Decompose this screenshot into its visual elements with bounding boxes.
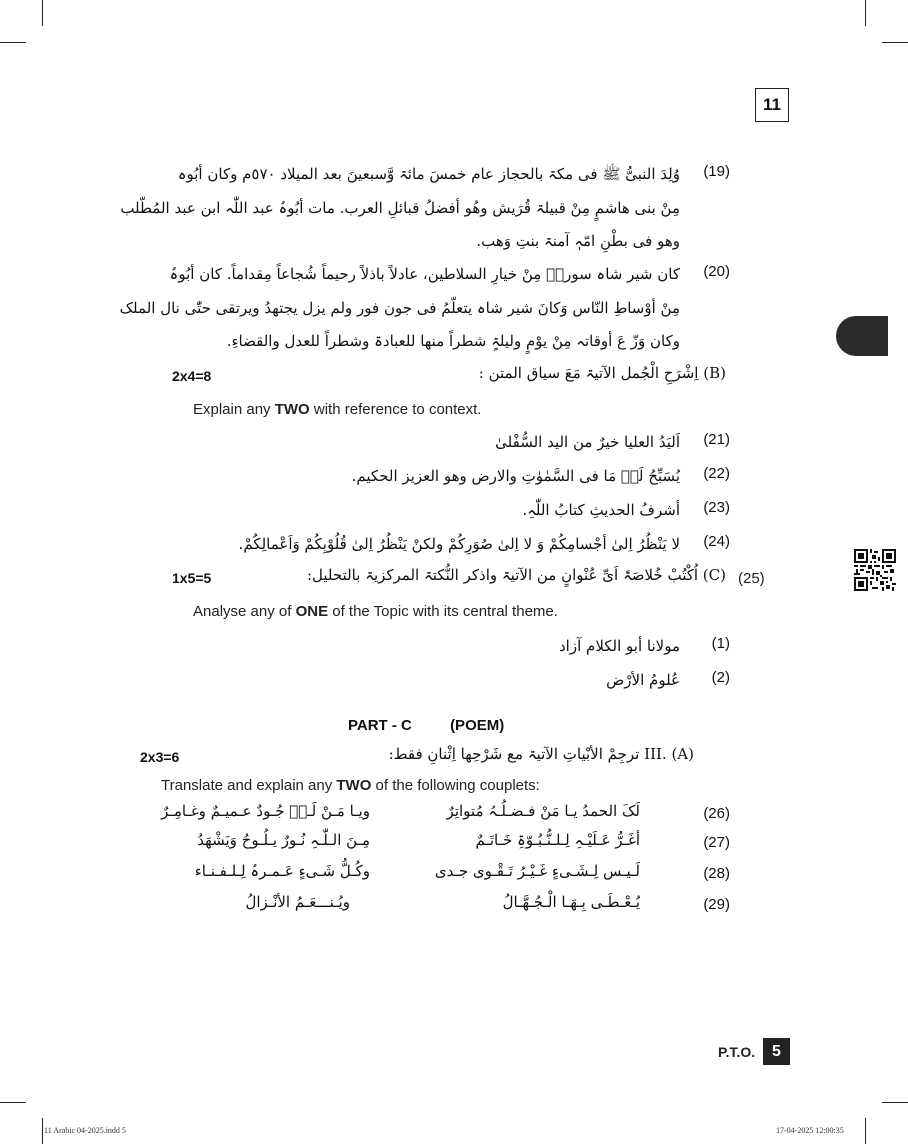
couplet-first-half: لَکَ الحمدُ یـا مَنْ فـضـلُـہُ مُتواتِرٌ (446, 802, 640, 820)
pto-label: P.T.O. (718, 1044, 756, 1060)
page-number-box (763, 1038, 790, 1065)
crop-mark (865, 0, 866, 26)
question-text: اَلیَدُ العلیا خیرٌ من الید السُّفْلیٰ (495, 433, 680, 451)
page-code-box (755, 88, 789, 122)
crop-mark (0, 42, 26, 43)
question-text: یُسَبِّحُ لَہٗ مَا فی السَّمٰوٰتِ والارض وھو العزیز الحکیم. (351, 467, 680, 485)
crop-mark (42, 0, 43, 26)
section-c-marks: 1x5=5 (172, 570, 212, 586)
section-b-label: (B) اِشْرَحِ الْجُمل الآتیۃ مَعَ سیاق المتن : (478, 364, 726, 382)
topic-2 (170, 666, 730, 698)
page-number: 5 (772, 1042, 781, 1060)
part-c-instruction: Translate and explain any TWO of the following couplets: (161, 777, 540, 794)
crop-mark (882, 42, 908, 43)
part-label: PART - C (348, 717, 412, 734)
passage-line: وکان وَزّ عَ أوقاتہ مِنْ یوْمٍ ولیلۃٍ شطراً منھا للعبادۃ وشطراً للعدل والقضاءِ. (226, 332, 680, 350)
part-heading (348, 717, 504, 734)
couplet-second-half: ویُـنـــعَـمُ الأنْـزالُ (245, 893, 350, 911)
page-code: 11 (763, 95, 781, 114)
question-number: (23) (703, 499, 730, 516)
print-slug-left: 11 Arabic 04-2025.indd 5 (44, 1126, 126, 1135)
couplet-number: (27) (703, 834, 730, 851)
couplet-first-half: یُـعْـطَـی بِـھَـا الْـجُـھَّـالُ (502, 893, 640, 911)
couplet-first-half: لَـیـس لِـشَـیءٍ غَـیْـرُ تَـقْـوی جـدی (434, 862, 640, 880)
topic-number: (1) (711, 635, 730, 652)
question-text: أشرفُ الحدیثِ کتابُ اللّٰہِ. (522, 501, 680, 519)
couplet-second-half: وکُـلُّ شَـیءٍ عَـمـرہُ لِـلـفـنـاء (194, 862, 370, 880)
crop-mark (42, 1118, 43, 1144)
couplet-28 (150, 862, 730, 892)
section-c-instruction: Analyse any of ONE of the Topic with its central theme. (193, 603, 558, 620)
question-number: (21) (703, 431, 730, 448)
question-22 (170, 462, 730, 494)
question-number: (24) (703, 533, 730, 550)
couplet-26 (150, 802, 730, 832)
question-number: (22) (703, 465, 730, 482)
question-text: لا یَنْظُرُ اِلیٰ أجْسامِکُمْ وَ لا اِلیٰ صُوَرِکُمْ ولکنْ یَنْظُرُ اِلیٰ قُلُوْبِکُمْ وَاَعْمالِکُمْ. (238, 535, 680, 553)
couplet-first-half: أغَـرُّ عَـلَیْـہِ لِـلـنُّـبُـوّۃِ خَـاتَـمٌ (475, 831, 640, 849)
topic-text: عُلومُ الأرْض (606, 671, 680, 689)
section-b-marks: 2x4=8 (172, 368, 212, 384)
passage-line: کان شیر شاہ سوریؒ مِنْ خیارِ السلاطین، عادلاً باذلاً رحیماً شُجاعاً مِقداماً. کان أبُوہُ (169, 265, 680, 283)
topic-text: مولانا أبو الکلام آزاد (559, 637, 680, 655)
question-21 (170, 428, 730, 460)
passage-line: وھو فی بطْنِ امّہٖ آمنۃ بنتِ وَھب. (476, 232, 680, 250)
print-slug-right: 17-04-2025 12:00:35 (776, 1126, 844, 1135)
topic-1 (170, 632, 730, 664)
couplet-number: (29) (703, 896, 730, 913)
part-c-marks: 2x3=6 (140, 749, 180, 765)
passage-line: مِنْ أوْساطِ النّاس وَکانَ شیر شاہ یتعلّمُ فی جون فور ولم یزل یجتھدُ ویرتقی حتّٰی نال الملک (119, 299, 680, 317)
passage-line: مِنْ بنی ھاشمٍ مِنْ قبیلۃ قُرَیش وھُو أفضلُ قبائلِ العرب. مات أبُوہُ عبد اللّٰہ ابن عبد المُطّلب (120, 199, 680, 217)
couplet-second-half: مِـنَ الـلّٰـہِ نُـورٌ یـلُـوحُ وَیَشْھَدُ (197, 831, 370, 849)
question-number: (25) (738, 570, 765, 587)
question-number: (20) (703, 263, 730, 280)
question-number: (19) (703, 163, 730, 180)
couplet-27 (150, 831, 730, 861)
crop-mark (0, 1102, 26, 1103)
section-c-label: (C) اُکْتُبْ خُلاصَۃَ اَیِّ عُنْوانٍ من الآتیۃ واذکر النُّکتۃ المرکزیۃ بالتحلیل: (306, 566, 726, 584)
question-24 (170, 530, 730, 562)
couplet-number: (26) (703, 805, 730, 822)
part-c-question-label: III. (A) ترجِمْ الأبْیاتِ الآتیۃ مع شَرْحِھا اِثْنانِ فقط: (388, 745, 694, 763)
couplet-number: (28) (703, 865, 730, 882)
topic-number: (2) (711, 669, 730, 686)
question-23 (170, 496, 730, 528)
couplet-29 (150, 893, 730, 923)
section-b-instruction: Explain any TWO with reference to context. (193, 401, 482, 418)
part-sub: (POEM) (450, 717, 505, 734)
crop-mark (882, 1102, 908, 1103)
question-20 (119, 260, 730, 356)
couplet-second-half: ویـا مَـنْ لَـہٗ جُـودٌ عـمیـمٌ وغـامِـرٌ (161, 802, 370, 820)
section-tab-marker (836, 316, 888, 356)
passage-line: وُلِدَ النبیُّ ﷺ فی مکۃ بالحجاز عام خمسَ مائۃ وَّسبعینَ بعد المیلاد ٥٧٠م وکان أبُوہ (177, 165, 680, 183)
qr-code-icon (854, 549, 896, 591)
crop-mark (865, 1118, 866, 1144)
question-19 (120, 160, 730, 256)
